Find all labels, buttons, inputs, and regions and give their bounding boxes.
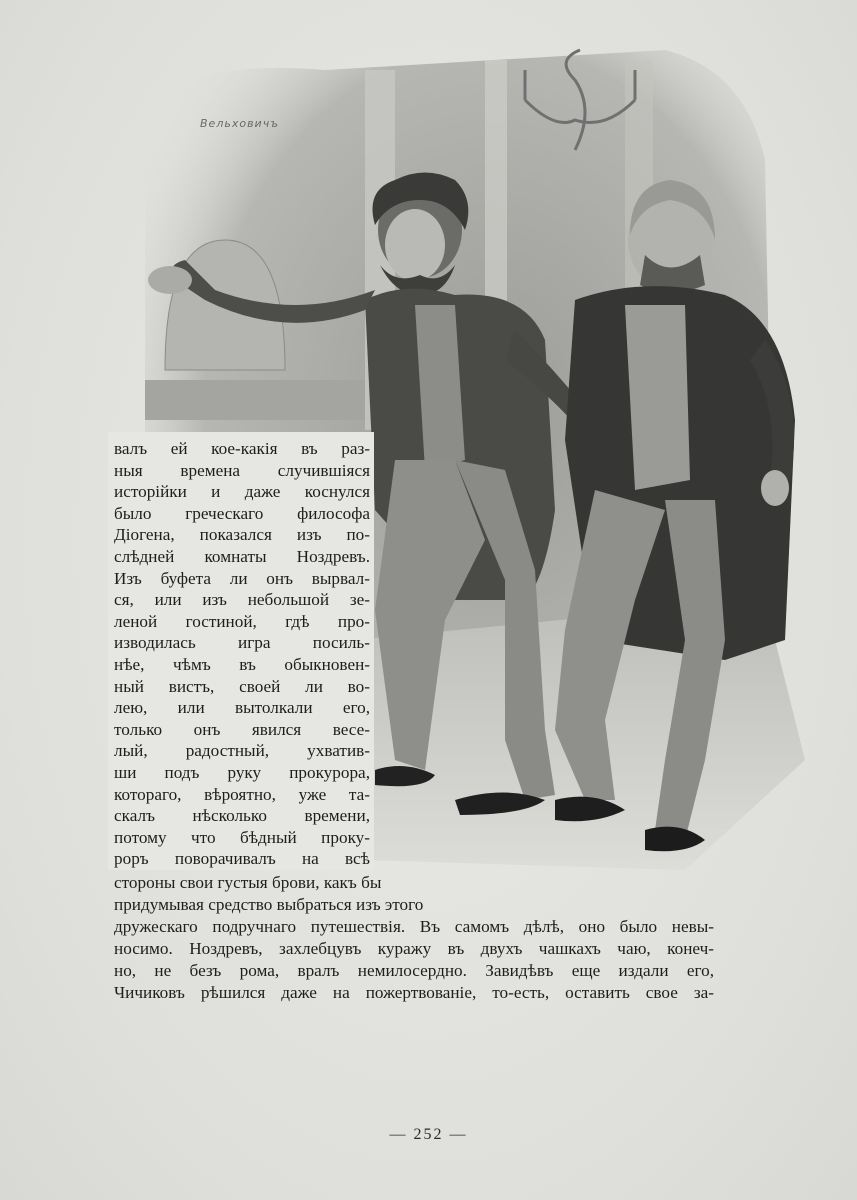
text-line: котораго, вѣроятно, уже та- [114,784,370,804]
text-line: ши подъ руку прокурора, [114,762,370,782]
side-table [145,380,365,420]
text-line: Чичиковъ рѣшился даже на пожертвованіе, то-есть, оставить свое за- [114,983,714,1002]
text-line: роръ поворачивалъ на всѣ [114,849,370,869]
text-line: придумывая средство выбраться изъ этого [114,895,424,914]
text-line: скалъ нѣсколько времени, [114,806,370,826]
text-line: Діогена, показался изъ по- [114,525,370,545]
text-column-medium [114,872,454,916]
text-line: валъ ей кое-какія въ раз- [114,439,370,458]
text-line: только онъ явился весе- [114,719,370,739]
page-number: — 252 — [389,1126,468,1143]
text-line: исторійки и даже коснулся [114,482,370,502]
text-line: слѣдней комнаты Ноздревъ. [114,546,370,566]
text-line: но, не безъ рома, вралъ немилосердно. Завидѣвъ еще издали его, [114,961,714,980]
text-line: дружескаго подручнаго путешествія. Въ самомъ дѣлѣ, оно было невы- [114,917,714,936]
text-column-narrow [108,432,374,870]
text-line: ный вистъ, своей ли во- [114,676,370,696]
text-column-wide [114,916,714,1004]
text-line: стороны свои густыя брови, какъ бы [114,873,382,892]
text-line: нѣе, чѣмъ въ обыкновен- [114,654,370,674]
illustrator-signature: Вельховичъ [200,117,279,130]
text-line: ся, или изъ небольшой зе- [114,590,370,610]
text-line: лею, или вытолкали его, [114,698,370,718]
text-line: ныя времена случившіяся [114,460,370,480]
text-line: было греческаго философа [114,503,370,523]
text-line: леной гостиной, гдѣ про- [114,611,370,631]
text-line: носимо. Ноздревъ, захлебцувъ куражу въ двухъ чашкахъ чаю, конеч- [114,939,714,958]
text-line: Изъ буфета ли онъ вырвал- [114,568,370,588]
text-line: изводилась игра посиль- [114,633,370,653]
text-line: лый, радостный, ухватив- [114,741,370,761]
text-line: потому что бѣдный проку- [114,827,370,847]
